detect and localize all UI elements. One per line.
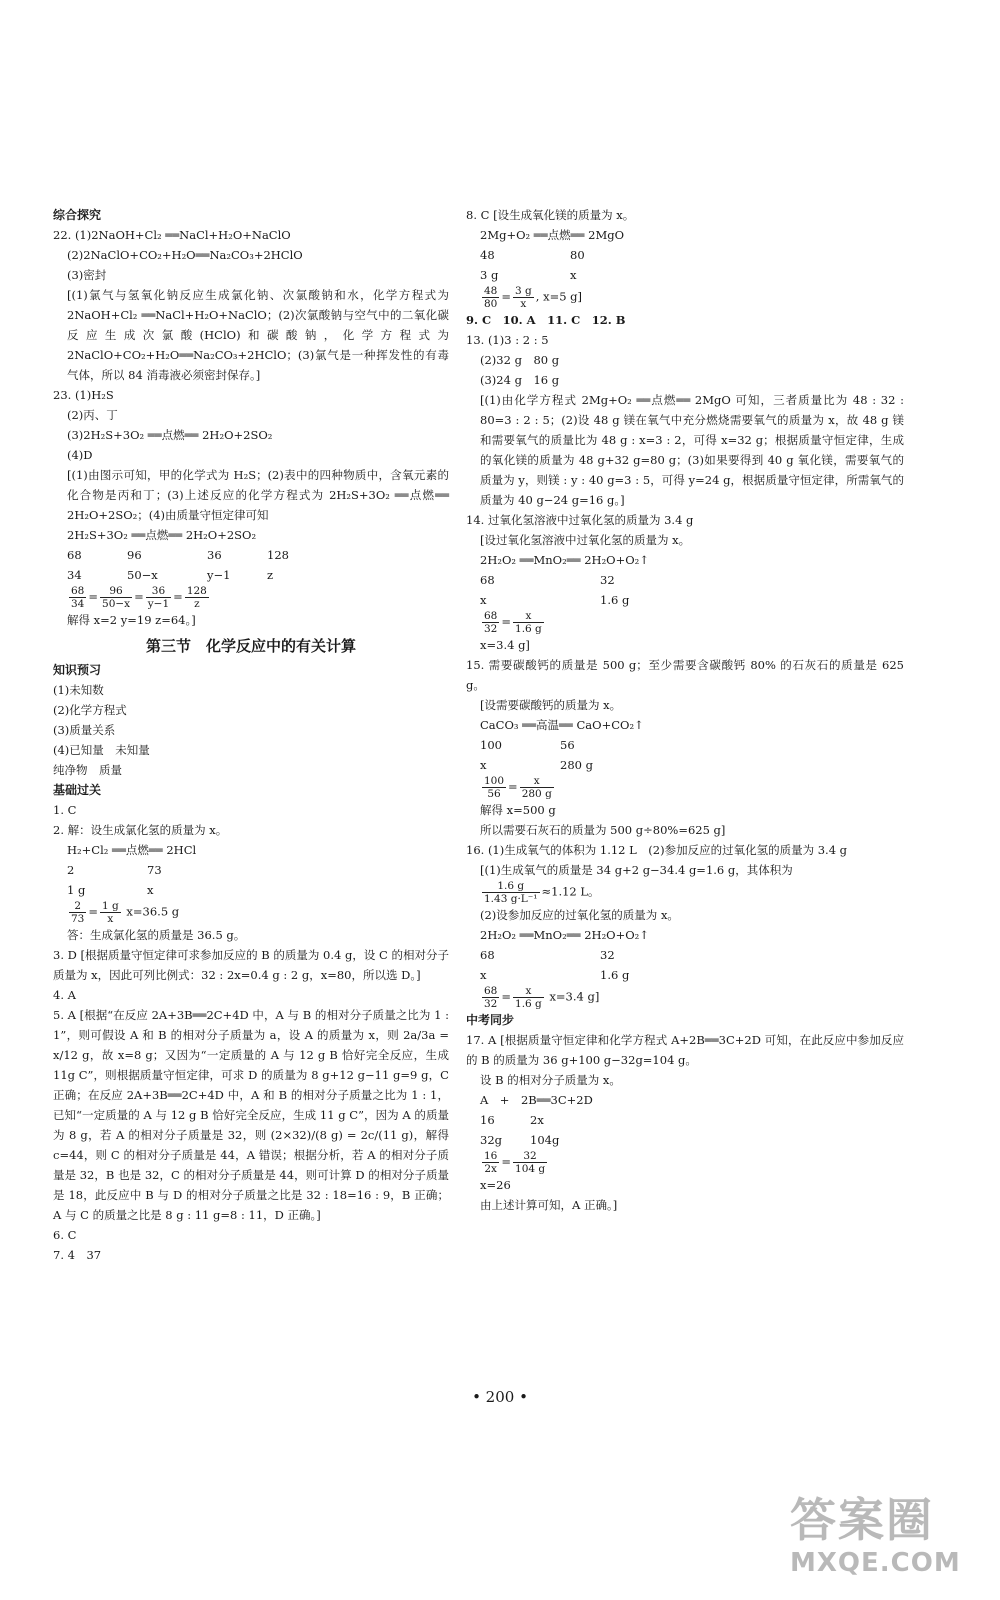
cell: 1.6 g [600, 593, 630, 607]
question-2 [53, 820, 449, 945]
cell: 68 [480, 573, 495, 587]
fraction: $\frac{x}{1.6 g}$ [515, 985, 542, 1010]
section-header-basic: 基础过关 [53, 783, 102, 797]
fraction: $\frac{x}{1.6 g}$ [515, 610, 542, 635]
q13-line1: 13. (1)3 : 2 : 5 [466, 333, 549, 347]
fraction: $\frac{3 g}{x}$ [515, 285, 532, 310]
q23-line3: (3)2H₂S+3O₂ ══点燃══ 2H₂O+2SO₂ [67, 428, 273, 442]
q23-mass-row2 [53, 565, 449, 585]
question-1: 1. C [53, 803, 77, 817]
q16-row1 [466, 945, 904, 965]
q15-proportion: $\frac{100}{56}$ = $\frac{x}{280 g}$ [484, 775, 552, 800]
q8-equation: 2Mg+O₂ ══点燃══ 2MgO [480, 228, 625, 242]
cell: x [480, 968, 487, 982]
cell: 3 g [480, 268, 499, 282]
q8-row1 [466, 245, 904, 265]
question-3: 3. D [根据质量守恒定律可求参加反应的 B 的质量为 0.4 g，设 C 的相对分子质量为 x，因此可列比例式：32 : 2x=0.4 g : 2 g，x=80，所以选 D。] [53, 948, 449, 982]
question-4: 4. A [53, 988, 76, 1002]
cell: x [147, 883, 154, 897]
question-17 [466, 1030, 904, 1215]
cell: 68 [480, 948, 495, 962]
fraction: $\frac{68}{32}$ [484, 985, 498, 1010]
q16-proportion: $\frac{68}{32}$ = $\frac{x}{1.6 g}$ x=3.4 g] [484, 985, 600, 1010]
q2-row2 [53, 880, 449, 900]
q2-proportion: $\frac{2}{73}$ = $\frac{1 g}{x}$ x=36.5 g [71, 900, 180, 925]
q22-line1: 22. (1)2NaOH+Cl₂ ══NaCl+H₂O+NaClO [53, 228, 291, 242]
right-column [466, 205, 904, 1215]
preview-item: (3)质量关系 [53, 723, 116, 737]
section-header-exam: 中考同步 [466, 1013, 515, 1027]
q16-result: x=3.4 g] [549, 989, 600, 1004]
q17-proportion: $\frac{16}{2x}$ = $\frac{32}{104 g}$ [484, 1150, 546, 1175]
cell: 16 [480, 1113, 495, 1127]
q14-result: x=3.4 g] [480, 638, 530, 652]
cell: y−1 [207, 568, 231, 582]
cell: 32 [600, 573, 615, 587]
q17-line2: 设 B 的相对分子质量为 x。 [480, 1073, 621, 1087]
q2-answer: 答：生成氯化氢的质量是 36.5 g。 [67, 928, 246, 942]
q17-result: x=26 [480, 1178, 511, 1192]
cell: 2 [67, 863, 75, 877]
q2-result: x=36.5 g [126, 904, 180, 919]
question-6: 6. C [53, 1228, 77, 1242]
preview-item: 纯净物 质量 [53, 763, 122, 777]
preview-item: (2)化学方程式 [53, 703, 127, 717]
q17-row1 [466, 1110, 904, 1130]
cell: 34 [67, 568, 82, 582]
fraction: $\frac{96}{50-x}$ [102, 585, 131, 610]
section-title: 第三节 化学反应中的有关计算 [145, 637, 356, 655]
q8-line1: 8. C [设生成氧化镁的质量为 x。 [466, 208, 635, 222]
q23-mass-row1 [53, 545, 449, 565]
q14-line2: [设过氧化氢溶液中过氧化氢的质量为 x。 [480, 533, 691, 547]
cell: 1 g [67, 883, 86, 897]
fraction: $\frac{36}{y-1}$ [147, 585, 170, 610]
fraction: $\frac{48}{80}$ [484, 285, 498, 310]
cell: 56 [560, 738, 575, 752]
cell: x [480, 758, 487, 772]
q22-line2: (2)2NaClO+CO₂+H₂O══Na₂CO₃+2HClO [67, 248, 303, 262]
cell: 32g [480, 1133, 502, 1147]
section-header-comprehensive: 综合探究 [53, 208, 102, 222]
cell: 280 g [560, 758, 593, 772]
q14-line1: 14. 过氧化氢溶液中过氧化氢的质量为 3.4 g [466, 513, 694, 527]
question-5: 5. A [根据“在反应 2A+3B══2C+4D 中，A 与 B 的相对分子质量之比为 1 : 1”，则可假设 A 和 B 的相对分子质量为 a，设 A 的质量为 x，则 2a/3a = x/12 g，故 x=8 g；又因为“一定质量的 A 与 12 g B 恰好完全反应，生成 11g C”，则根据质量守恒定律，可求 D 的质量为 8 g+12 g−11 g=9 g，C 正确；在反应 2A+3B══2C+4D 中，A 和 B 的相对分子质量之比为 1 : 1，已知“一定质量的 A 与 12 g B 恰好完全反应，生成 11 g C”，因为 A 的质量为 8 g，若 A 的相对分子质量是 32，则 (2×32)/(8 g) = 2c/(11 g)，解得 c=44，则 C 的相对分子质量是 44，A 错误；根据分析，若 A 的相对分子质量是 32，B 也是 32，C 的相对分子质量是 44，则可计算 D 的相对分子质量是 18，此反应中 B 与 D 的相对分子质量之比是 32 : 18=16 : 9，B 正确；A 与 C 的质量之比是 8 g : 11 g=8 : 11，D 正确。] [53, 1008, 449, 1222]
q8-proportion: $\frac{48}{80}$ = $\frac{3 g}{x}$ , x=5 g] [484, 285, 583, 310]
q13-explanation: [(1)由化学方程式 2Mg+O₂ ══点燃══ 2MgO 可知，三者质量比为 48 : 32 : 80=3 : 2 : 5；(2)设 48 g 镁在氧气中充分燃烧需要氧气的质量为 x，故 48 g 镁和需要氧气的质量比为 48 g : x=3 : 2，可得 x=32 g；根据质量守恒定律，生成的氧化镁的质量为 48 g+32 g=80 g；(3)如果要得到 40 g 氧化镁，需要氧气的质量为 y，则镁 : y : 40 g=3 : 5，可得 y=24 g，根据质量守恒定律，所需氧气的质量为 40 g−24 g=16 g。] [480, 393, 904, 507]
cell: 104g [530, 1133, 560, 1147]
q14-proportion: $\frac{68}{32}$ = $\frac{x}{1.6 g}$ [484, 610, 542, 635]
cell: 100 [480, 738, 502, 752]
question-8 [466, 205, 904, 310]
cell: 36 [207, 548, 222, 562]
question-7: 7. 4 37 [53, 1248, 102, 1262]
cell: z [267, 568, 274, 582]
cell: 80 [570, 248, 585, 262]
cell: 68 [67, 548, 82, 562]
q16-line4: (2)设参加反应的过氧化氢的质量为 x。 [480, 908, 679, 922]
q2-row1 [53, 860, 449, 880]
fraction: $\frac{16}{2x}$ [484, 1150, 498, 1175]
fraction: $\frac{1.6 g}{\text{1.43 g·L⁻¹}}$ [484, 880, 538, 905]
question-14 [466, 510, 904, 655]
q15-equation: CaCO₃ ══高温══ CaO+CO₂↑ [480, 718, 644, 732]
fraction: $\frac{100}{56}$ [484, 775, 505, 800]
q17-explanation: 17. A [根据质量守恒定律和化学方程式 A+2B══3C+2D 可知，在此反应中参加反应的 B 的质量为 36 g+100 g−32g=104 g。 [466, 1033, 904, 1067]
q17-equation: A + 2B══3C+2D [480, 1093, 593, 1107]
q13-line2: (2)32 g 80 g [480, 353, 560, 367]
q16-volume [466, 880, 904, 905]
fraction: $\frac{68}{34}$ [71, 585, 85, 610]
q23-explanation: [(1)由图示可知，甲的化学式为 H₂S；(2)表中的四种物质中，含氧元素的化合物是丙和丁；(3)上述反应的化学方程式为 2H₂S+3O₂ ══点燃══ 2H₂O+2SO₂；(4)由质量守恒定律可知 [67, 468, 449, 522]
preview-item: (4)已知量 未知量 [53, 743, 150, 757]
q23-solution: 解得 x=2 y=19 z=64。] [67, 613, 196, 627]
q15-final: 所以需要石灰石的质量为 500 g÷80%=625 g] [480, 823, 726, 837]
fraction: $\frac{32}{104 g}$ [515, 1150, 546, 1175]
q16-equation: 2H₂O₂ ══MnO₂══ 2H₂O+O₂↑ [480, 928, 649, 942]
fraction: $\frac{x}{280 g}$ [521, 775, 552, 800]
q17-row2 [466, 1130, 904, 1150]
page-number: • 200 • [472, 1388, 528, 1406]
q23-line4: (4)D [67, 448, 93, 462]
q23-line2: (2)丙、丁 [67, 408, 118, 422]
cell: 1.6 g [600, 968, 630, 982]
fraction: $\frac{2}{73}$ [71, 900, 85, 925]
q15-row2 [466, 755, 904, 775]
question-15 [466, 655, 904, 840]
cell: x [480, 593, 487, 607]
question-13 [466, 330, 904, 510]
watermark-url: MXQE.COM [790, 1548, 961, 1578]
q14-equation: 2H₂O₂ ══MnO₂══ 2H₂O+O₂↑ [480, 553, 649, 567]
q16-volume-result: ≈1.12 L。 [541, 884, 600, 899]
q16-line2: [(1)生成氧气的质量是 34 g+2 g−34.4 g=1.6 g，其体积为 [480, 863, 793, 877]
q14-row2 [466, 590, 904, 610]
q22-line3: (3)密封 [67, 268, 107, 282]
q15-solution: 解得 x=500 g [480, 803, 556, 817]
q23-proportion: $\frac{68}{34}$ = $\frac{96}{50-x}$ = $\frac{36}{y-1}$ = $\frac{128}{z}$ [71, 585, 207, 610]
q15-line1: 15. 需要碳酸钙的质量是 500 g；至少需要含碳酸钙 80% 的石灰石的质量是 625 g。 [466, 658, 904, 692]
cell: 2x [530, 1113, 544, 1127]
questions-9-12: 9. C 10. A 11. C 12. B [466, 313, 626, 327]
fraction: $\frac{128}{z}$ [186, 585, 207, 610]
left-column [53, 205, 449, 1265]
watermark-logo [790, 1492, 985, 1592]
q8-result: x=5 g] [543, 289, 583, 304]
preview-list [53, 680, 449, 780]
q23-equation: 2H₂S+3O₂ ══点燃══ 2H₂O+2SO₂ [67, 528, 257, 542]
q15-row1 [466, 735, 904, 755]
cell: x [570, 268, 577, 282]
q15-line2: [设需要碳酸钙的质量为 x。 [480, 698, 622, 712]
watermark-chinese: 答案圈 [790, 1493, 934, 1547]
cell: 128 [267, 548, 289, 562]
q14-row1 [466, 570, 904, 590]
cell: 96 [127, 548, 142, 562]
question-16 [466, 840, 904, 1010]
fraction: $\frac{68}{32}$ [484, 610, 498, 635]
section-header-preview: 知识预习 [53, 663, 102, 677]
cell: 48 [480, 248, 495, 262]
fraction: $\frac{1 g}{x}$ [102, 900, 119, 925]
q8-row2 [466, 265, 904, 285]
cell: 73 [147, 863, 162, 877]
q22-explanation: [(1)氯气与氢氧化钠反应生成氯化钠、次氯酸钠和水，化学方程式为 2NaOH+Cl₂ ══NaCl+H₂O+NaClO；(2)次氯酸钠与空气中的二氧化碳反应生成次氯酸(HClO)和碳酸钠，化学方程式为 2NaClO+CO₂+H₂O══Na₂CO₃+2HClO；(3)氯气是一种挥发性的有毒气体，所以 84 消毒液必须密封保存。] [67, 288, 449, 382]
cell: 32 [600, 948, 615, 962]
q2-line1: 2. 解：设生成氯化氢的质量为 x。 [53, 823, 228, 837]
question-23 [53, 385, 449, 630]
q16-line1: 16. (1)生成氧气的体积为 1.12 L (2)参加反应的过氧化氢的质量为 3.4 g [466, 843, 848, 857]
question-22 [53, 225, 449, 385]
preview-item: (1)未知数 [53, 683, 104, 697]
q2-equation: H₂+Cl₂ ══点燃══ 2HCl [67, 843, 197, 857]
q23-line1: 23. (1)H₂S [53, 388, 114, 402]
cell: 50−x [127, 568, 158, 582]
q17-final: 由上述计算可知，A 正确。] [480, 1198, 618, 1212]
q13-line3: (3)24 g 16 g [480, 373, 560, 387]
q16-row2 [466, 965, 904, 985]
